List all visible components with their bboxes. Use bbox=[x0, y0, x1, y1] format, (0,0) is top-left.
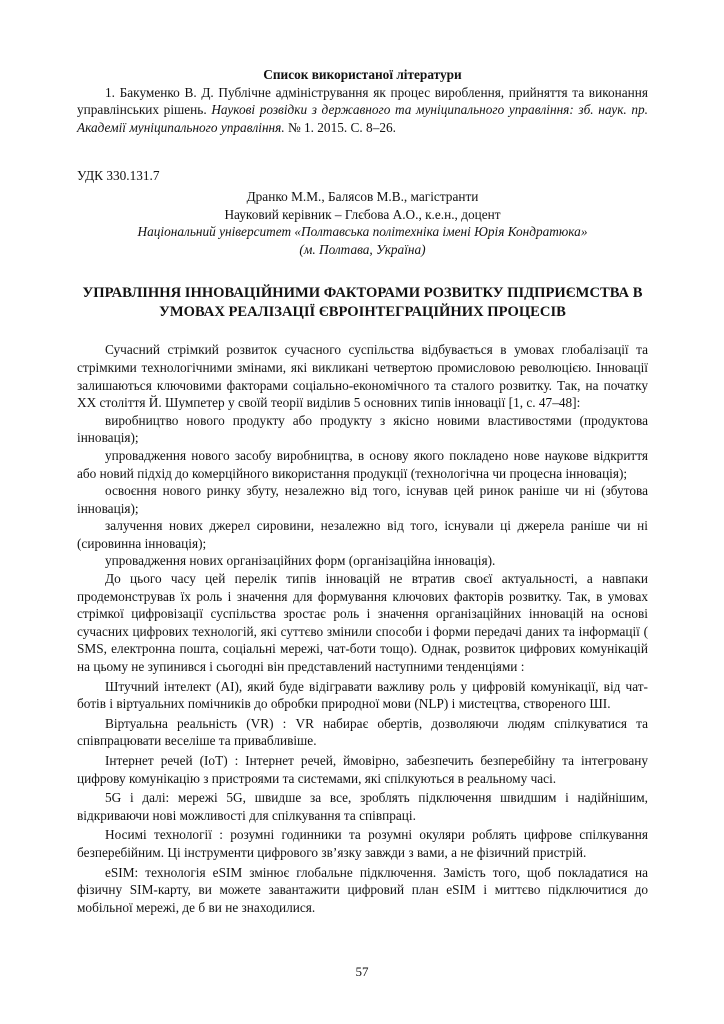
trend-wearables: Носимі технології : розумні годинники та розумні окуляри роблять цифрове спілкування безперебійним. Ці інструменти цифрового зв’язку завжди з вами, а не фізичний пристрій. bbox=[77, 827, 648, 860]
paragraph-trends: До цього часу цей перелік типів інновацій не втратив своєї актуальності, а навпаки продемонстрував їх роль і значення для формування ключових факторів розвитку. Так, в умовах стрімкої цифровізації суспільства зростає роль і значення організаційних інновацій на основі сучасних цифрових технологій, які суттєво змінили способи і форми передачі даних та інформації ( SMS, електронна пошта, соціальні мережі, чат-боти тощо). Однак, розвиток цифрових комунікацій на цьому не зупинився і сьогодні він представлений наступними тенденціями : bbox=[77, 571, 648, 675]
university-line: Національний університет «Полтавська політехніка імені Юрія Кондратюка» bbox=[137, 224, 588, 240]
list-item-product: виробництво нового продукту або продукту з якісно новими властивостями (продуктова інновація); bbox=[77, 412, 648, 446]
authors-line: Дранко М.М., Балясов М.В., магістранти bbox=[246, 188, 479, 204]
udk-code: УДК 330.131.7 bbox=[77, 168, 160, 184]
trend-esim: eSIM: технологія eSIM змінює глобальне підключення. Замість того, щоб покладатися на фізичну SIM-карту, ви можете завантажити цифровий план eSIM і миттєво підключитися до мобільної мережі, де б ви не знаходилися. bbox=[77, 864, 648, 915]
reference-tail: № 1. 2015. С. 8–26. bbox=[284, 119, 396, 135]
reference-source: Наукові розвідки з державного та муніципального управління: зб. наук. пр. Академії муніципального управління. bbox=[77, 102, 648, 135]
trend-ai: Штучний інтелект (АІ), який буде відігравати важливу роль у цифровій комунікації, від чат-ботів і віртуальних помічників до обробки природної мови (NLP) і мистецтва, створеного ШІ. bbox=[77, 678, 648, 712]
article-title-line-1: УПРАВЛІННЯ ІННОВАЦІЙНИМИ ФАКТОРАМИ РОЗВИТКУ ПІДПРИЄМСТВА В bbox=[82, 285, 643, 302]
list-item-organizational: упровадження нових організаційних форм (організаційна інновація). bbox=[105, 553, 496, 569]
list-item-raw-materials: залучення нових джерел сировини, незалежно від того, існували ці джерела раніше чи ні (сировинна інновація); bbox=[77, 518, 648, 551]
paragraph-intro: Сучасний стрімкий розвиток сучасного суспільства відбувається в умовах глобалізації та стрімкими технологічними змінами, які викликані четвертою промисловою революцією. Інновації залишаються ключовими факторами соціально-економічного та сталого розвитку. Так, на початку ХХ століття Й. Шумпетер у своїй теорії виділив 5 основних типів інновації [1, с. 47–48]: bbox=[77, 342, 648, 411]
article-title bbox=[77, 284, 648, 321]
reference-item bbox=[77, 84, 648, 137]
supervisor-line: Науковий керівник – Глєбова А.О., к.е.н., доцент bbox=[224, 206, 501, 222]
reference-text: 1. Бакуменко В. Д. Публічне адміністрування як процес вироблення, прийняття та виконання управлінських рішень. bbox=[77, 84, 648, 118]
page-number: 57 bbox=[355, 964, 369, 979]
trend-vr: Віртуальна реальність (VR) : VR набирає обертів, дозволяючи людям спілкуватися та співпрацювати веселіше та привабливіше. bbox=[77, 715, 648, 749]
list-item-market: освоєння нового ринку збуту, незалежно від того, існував цей ринок раніше чи ні (збутова інновація); bbox=[77, 483, 648, 516]
article-body bbox=[77, 341, 648, 916]
references-heading: Список використаної літератури bbox=[263, 67, 462, 82]
article-title-line-2: УМОВАХ РЕАЛІЗАЦІЇ ЄВРОІНТЕГРАЦІЙНИХ ПРОЦЕСІВ bbox=[159, 303, 566, 320]
city-line: (м. Полтава, Україна) bbox=[299, 241, 426, 257]
trend-iot: Інтернет речей (IoT) : Інтернет речей, ймовірно, забезпечить безперебійну та інтегровану цифрову комунікацію з пристроями та системами, які спілкуються в реальному часі. bbox=[77, 753, 648, 786]
trend-5g: 5G і далі: мережі 5G, швидше за все, зроблять підключення швидшим і надійнішим, відкриваючи нові можливості для спілкування та співпраці. bbox=[77, 790, 648, 823]
list-item-technology: упровадження нового засобу виробництва, в основу якого покладено нове наукове відкриття або новий підхід до комерційного використання продукції (технологічна чи процесна інновація); bbox=[77, 447, 648, 481]
